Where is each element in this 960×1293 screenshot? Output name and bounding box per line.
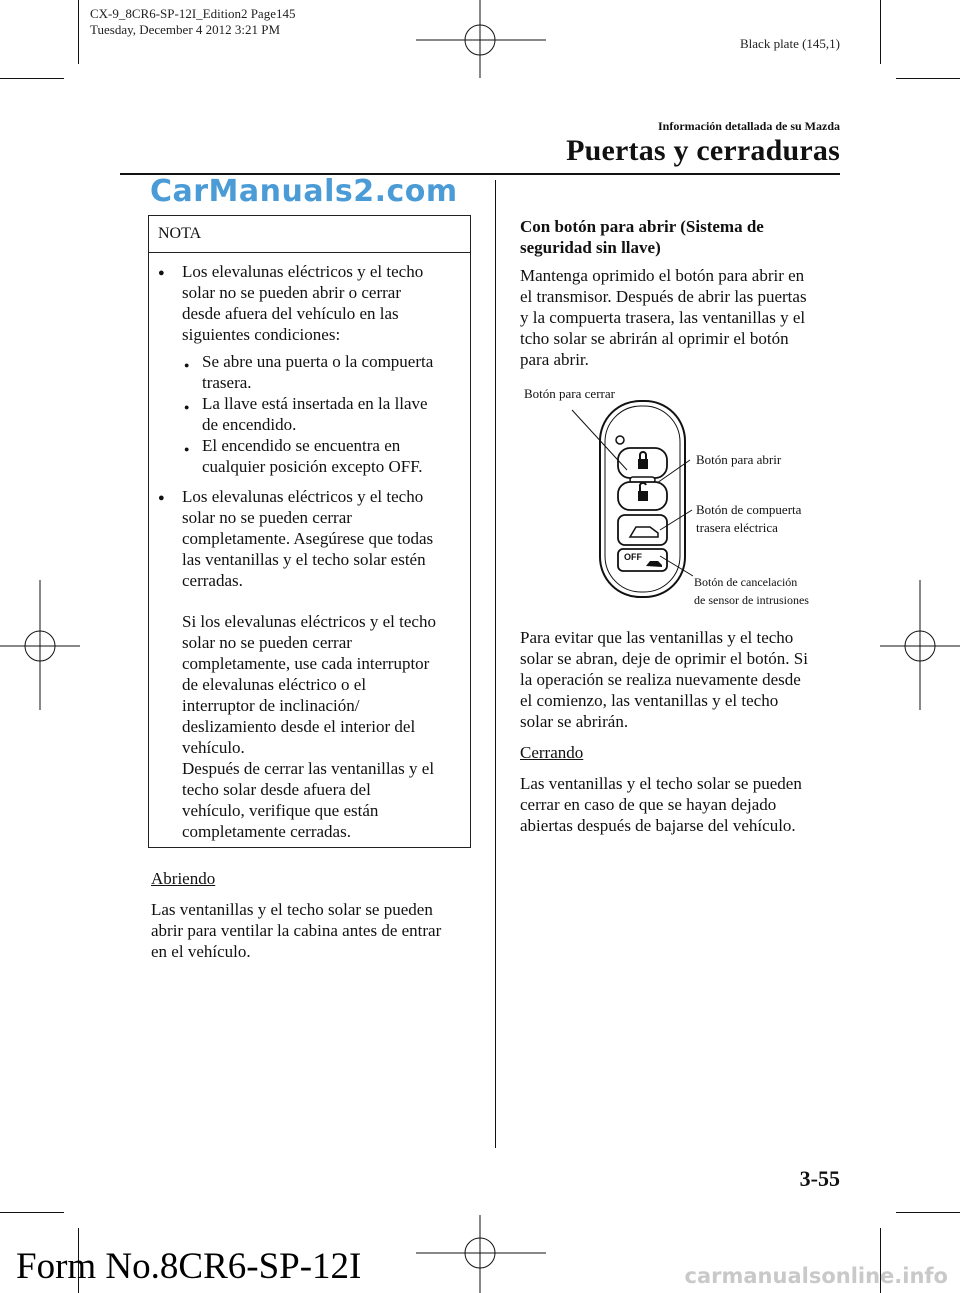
text-line: tcho solar se abrirán al oprimir el botón bbox=[520, 329, 789, 348]
text-line: Las ventanillas y el techo solar se pueden bbox=[151, 900, 433, 919]
text-line: las ventanillas y el techo solar estén bbox=[182, 550, 426, 569]
section-title: Puertas y cerraduras bbox=[566, 134, 840, 167]
watermark-logo: CarManuals2.com bbox=[150, 174, 458, 209]
text-line: deslizamiento desde el interior del bbox=[182, 717, 416, 736]
text-line: el transmisor. Después de abrir las puertas bbox=[520, 287, 807, 306]
text-line: vehículo. bbox=[182, 738, 245, 757]
footer-form-number: Form No.8CR6-SP-12I bbox=[16, 1246, 362, 1287]
text-line: cerradas. bbox=[182, 571, 243, 590]
cerrando-body bbox=[520, 773, 802, 836]
crop-mark bbox=[78, 0, 79, 64]
registration-mark-left bbox=[0, 580, 80, 710]
text-line: La llave está insertada en la llave bbox=[202, 394, 428, 413]
text-line: completamente, use cada interruptor bbox=[182, 654, 430, 673]
text-line: Para evitar que las ventanillas y el techo bbox=[520, 628, 794, 647]
text-line: Mantenga oprimido el botón para abrir en bbox=[520, 266, 805, 285]
text-line: Se abre una puerta o la compuerta bbox=[202, 352, 434, 371]
page-number: 3-55 bbox=[799, 1166, 840, 1191]
text-line: solar se abran, deje de oprimir el botón. Si bbox=[520, 649, 808, 668]
text-line: seguridad sin llave) bbox=[520, 238, 661, 257]
registration-mark-bottom bbox=[416, 1215, 546, 1293]
column-divider bbox=[495, 180, 496, 1148]
crop-mark bbox=[880, 0, 881, 64]
crop-mark bbox=[896, 1212, 960, 1213]
text-line: completamente cerradas. bbox=[182, 822, 351, 841]
text-line: Con botón para abrir (Sistema de bbox=[520, 217, 764, 236]
print-header-file: CX-9_8CR6-SP-12I_Edition2 Page145 bbox=[90, 6, 296, 21]
text-line: solar no se pueden abrir o cerrar bbox=[182, 283, 402, 302]
section-label: Información detallada de su Mazda bbox=[657, 119, 840, 133]
text-line: desde afuera del vehículo en las bbox=[182, 304, 399, 323]
text-line: completamente. Asegúrese que todas bbox=[182, 529, 434, 548]
text-line: solar se abrirán. bbox=[520, 712, 629, 731]
bullet-dot: ● bbox=[184, 360, 190, 370]
text-line: el comienzo, las ventanillas y el techo bbox=[520, 691, 779, 710]
text-line: solar no se pueden cerrar bbox=[182, 633, 352, 652]
crop-mark bbox=[0, 1212, 64, 1213]
keyless-intro bbox=[520, 265, 807, 370]
note-header bbox=[149, 216, 470, 253]
keyless-after bbox=[520, 627, 808, 732]
label-liftgate-2: trasera eléctrica bbox=[696, 520, 778, 535]
bullet-dot: ● bbox=[158, 492, 165, 504]
abriendo-heading: Abriendo bbox=[151, 869, 216, 888]
off-label: OFF bbox=[624, 552, 642, 562]
print-header-date: Tuesday, December 4 2012 3:21 PM bbox=[90, 22, 281, 37]
text-line: El encendido se encuentra en bbox=[202, 436, 401, 455]
text-line: y la compuerta trasera, las ventanillas y el bbox=[520, 308, 806, 327]
text-line: Después de cerrar las ventanillas y el bbox=[182, 759, 435, 778]
watermark-footer: carmanualsonline.info bbox=[684, 1264, 948, 1288]
text-line: de encendido. bbox=[202, 415, 297, 434]
text-line: interruptor de inclinación/ bbox=[182, 696, 360, 715]
label-unlock: Botón para abrir bbox=[696, 452, 782, 467]
registration-mark-top bbox=[416, 0, 546, 78]
text-line: vehículo, verifique que están bbox=[182, 801, 379, 820]
bullet-dot: ● bbox=[184, 402, 190, 412]
note-paragraph bbox=[182, 611, 436, 842]
text-line: Si los elevalunas eléctricos y el techo bbox=[182, 612, 436, 631]
text-line: de elevalunas eléctrico o el bbox=[182, 675, 367, 694]
label-cancel-2: de sensor de intrusiones bbox=[694, 593, 809, 607]
text-line: techo solar desde afuera del bbox=[182, 780, 371, 799]
text-line: siguientes condiciones: bbox=[182, 325, 341, 344]
text-line: en el vehículo. bbox=[151, 942, 251, 961]
note-heading: NOTA bbox=[158, 225, 202, 242]
crop-mark bbox=[0, 78, 64, 79]
liftgate-button bbox=[618, 515, 667, 545]
keyless-heading bbox=[520, 216, 764, 258]
text-line: Los elevalunas eléctricos y el techo bbox=[182, 487, 424, 506]
bullet-dot: ● bbox=[184, 444, 190, 454]
key-fob-figure bbox=[520, 385, 840, 615]
text-line: para abrir. bbox=[520, 350, 589, 369]
cerrando-heading: Cerrando bbox=[520, 743, 584, 762]
text-line: trasera. bbox=[202, 373, 252, 392]
text-line: Los elevalunas eléctricos y el techo bbox=[182, 262, 424, 281]
text-line: cerrar en caso de que se hayan dejado bbox=[520, 795, 777, 814]
text-line: abiertas después de bajarse del vehículo. bbox=[520, 816, 796, 835]
registration-mark-right bbox=[880, 580, 960, 710]
label-lock: Botón para cerrar bbox=[524, 386, 615, 401]
abriendo-body bbox=[151, 899, 441, 962]
print-header-plate: Black plate (145,1) bbox=[740, 36, 840, 51]
label-liftgate-1: Botón de compuerta bbox=[696, 502, 802, 517]
text-line: Las ventanillas y el techo solar se pueden bbox=[520, 774, 802, 793]
label-cancel-1: Botón de cancelación bbox=[694, 575, 798, 589]
text-line: abrir para ventilar la cabina antes de entrar bbox=[151, 921, 442, 940]
text-line: solar no se pueden cerrar bbox=[182, 508, 352, 527]
text-line: cualquier posición excepto OFF. bbox=[202, 457, 423, 476]
text-line: la operación se realiza nuevamente desde bbox=[520, 670, 801, 689]
bullet-dot: ● bbox=[158, 267, 165, 279]
crop-mark bbox=[896, 78, 960, 79]
